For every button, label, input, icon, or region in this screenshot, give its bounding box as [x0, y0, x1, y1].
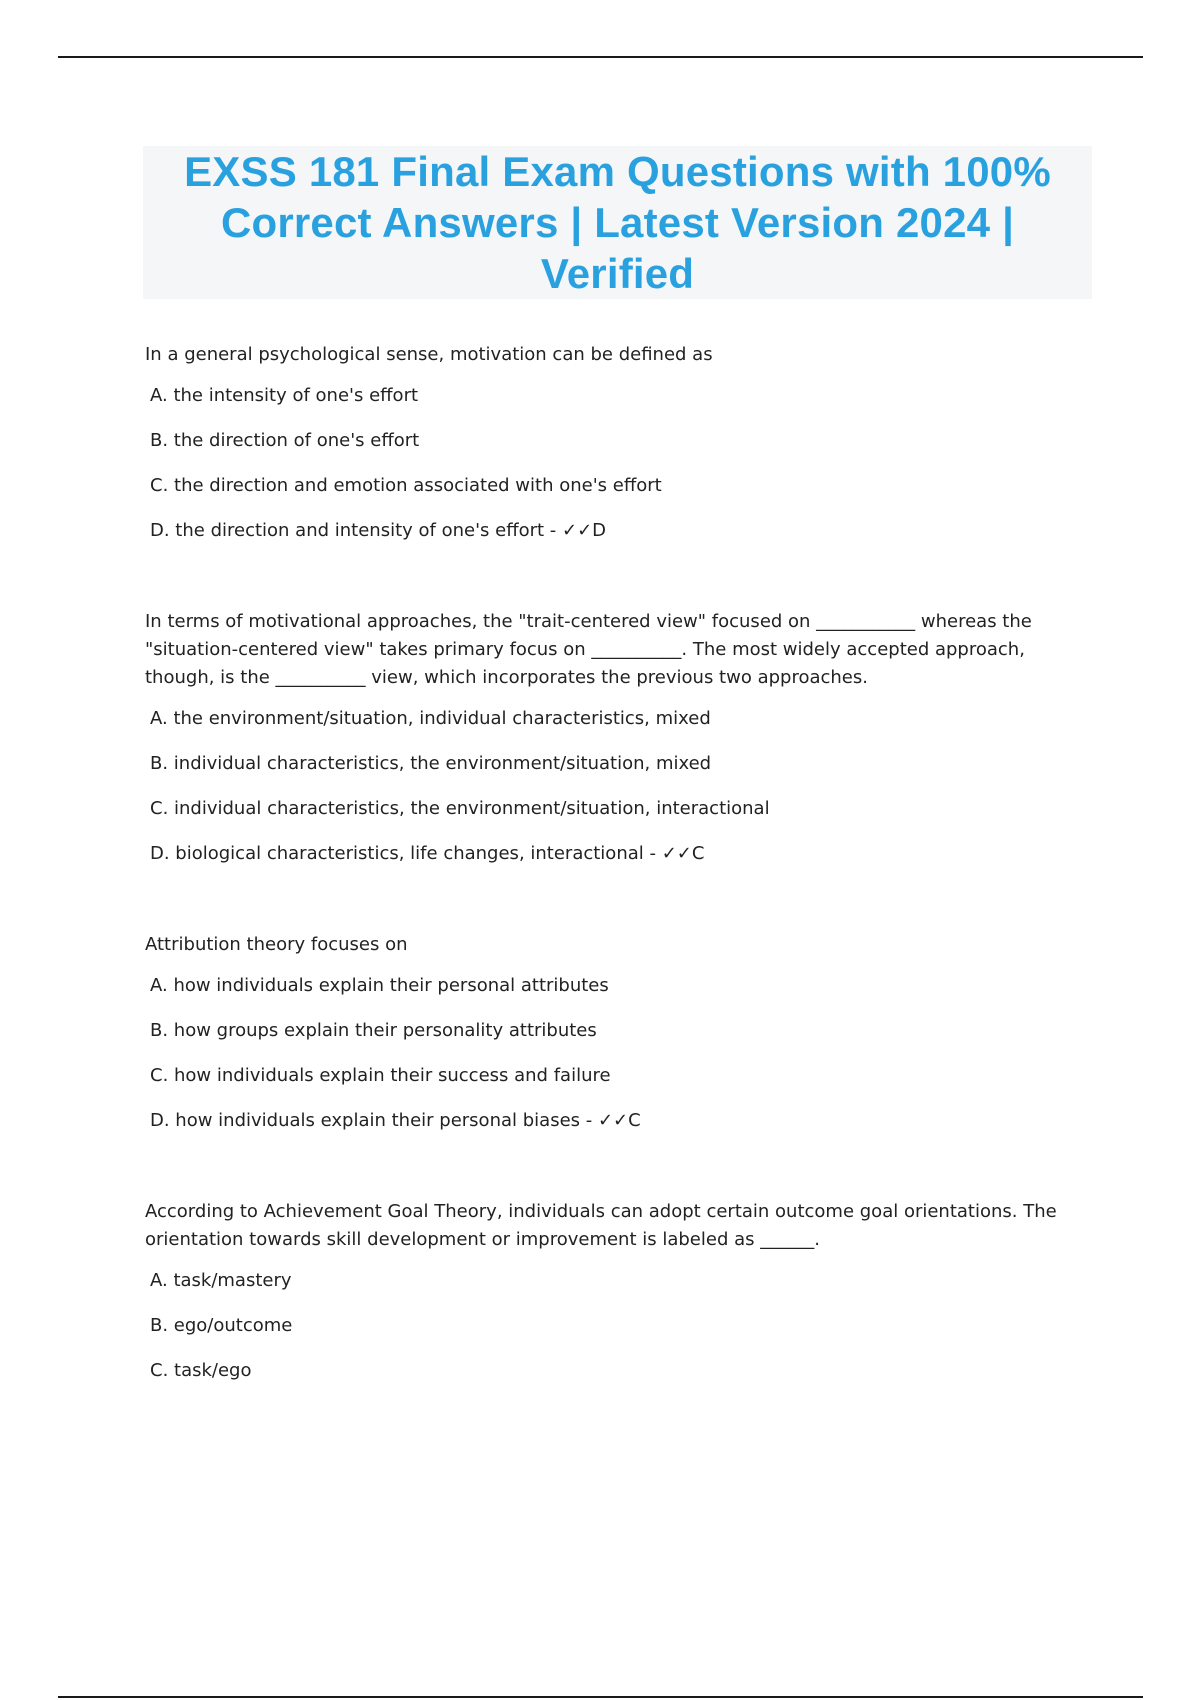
answer-option: A. the environment/situation, individual characteristics, mixed — [150, 708, 711, 729]
question-stem: Attribution theory focuses on — [145, 934, 408, 955]
bottom-divider — [58, 1696, 1143, 1698]
answer-option: C. individual characteristics, the environment/situation, interactional — [150, 798, 770, 819]
question-2 — [145, 608, 1075, 868]
answer-option: C. the direction and emotion associated with one's effort — [150, 475, 662, 496]
title-banner — [143, 146, 1092, 299]
answer-option: D. biological characteristics, life changes, interactional - ✓✓C — [150, 843, 705, 864]
question-4 — [145, 1198, 1075, 1385]
question-3 — [145, 931, 1075, 1135]
question-stem: In terms of motivational approaches, the "trait-centered view" focused on ___________ whereas the "situation-centered view" takes primary focus on __________. The most widely accepted approach, though, is the __________ view, which incorporates the previous two approaches. — [145, 611, 1032, 688]
answer-option: D. the direction and intensity of one's effort - ✓✓D — [150, 520, 607, 541]
answer-option: A. task/mastery — [150, 1270, 292, 1291]
answer-option: B. the direction of one's effort — [150, 430, 420, 451]
document-title: EXSS 181 Final Exam Questions with 100% Correct Answers | Latest Version 2024 | Verified — [184, 148, 1051, 297]
answer-option: B. how groups explain their personality attributes — [150, 1020, 597, 1041]
answer-option: A. how individuals explain their personal attributes — [150, 975, 609, 996]
answer-option: C. how individuals explain their success and failure — [150, 1065, 611, 1086]
answer-option: D. how individuals explain their personal biases - ✓✓C — [150, 1110, 641, 1131]
answer-option: C. task/ego — [150, 1360, 252, 1381]
question-1 — [145, 341, 1075, 545]
top-divider — [58, 56, 1143, 58]
question-stem: According to Achievement Goal Theory, individuals can adopt certain outcome goal orientations. The orientation towards skill development or improvement is labeled as ______. — [145, 1201, 1057, 1250]
answer-option: B. individual characteristics, the environment/situation, mixed — [150, 753, 712, 774]
answer-option: B. ego/outcome — [150, 1315, 293, 1336]
questions-section — [145, 341, 1075, 1402]
question-stem: In a general psychological sense, motivation can be defined as — [145, 344, 713, 365]
answer-option: A. the intensity of one's effort — [150, 385, 419, 406]
